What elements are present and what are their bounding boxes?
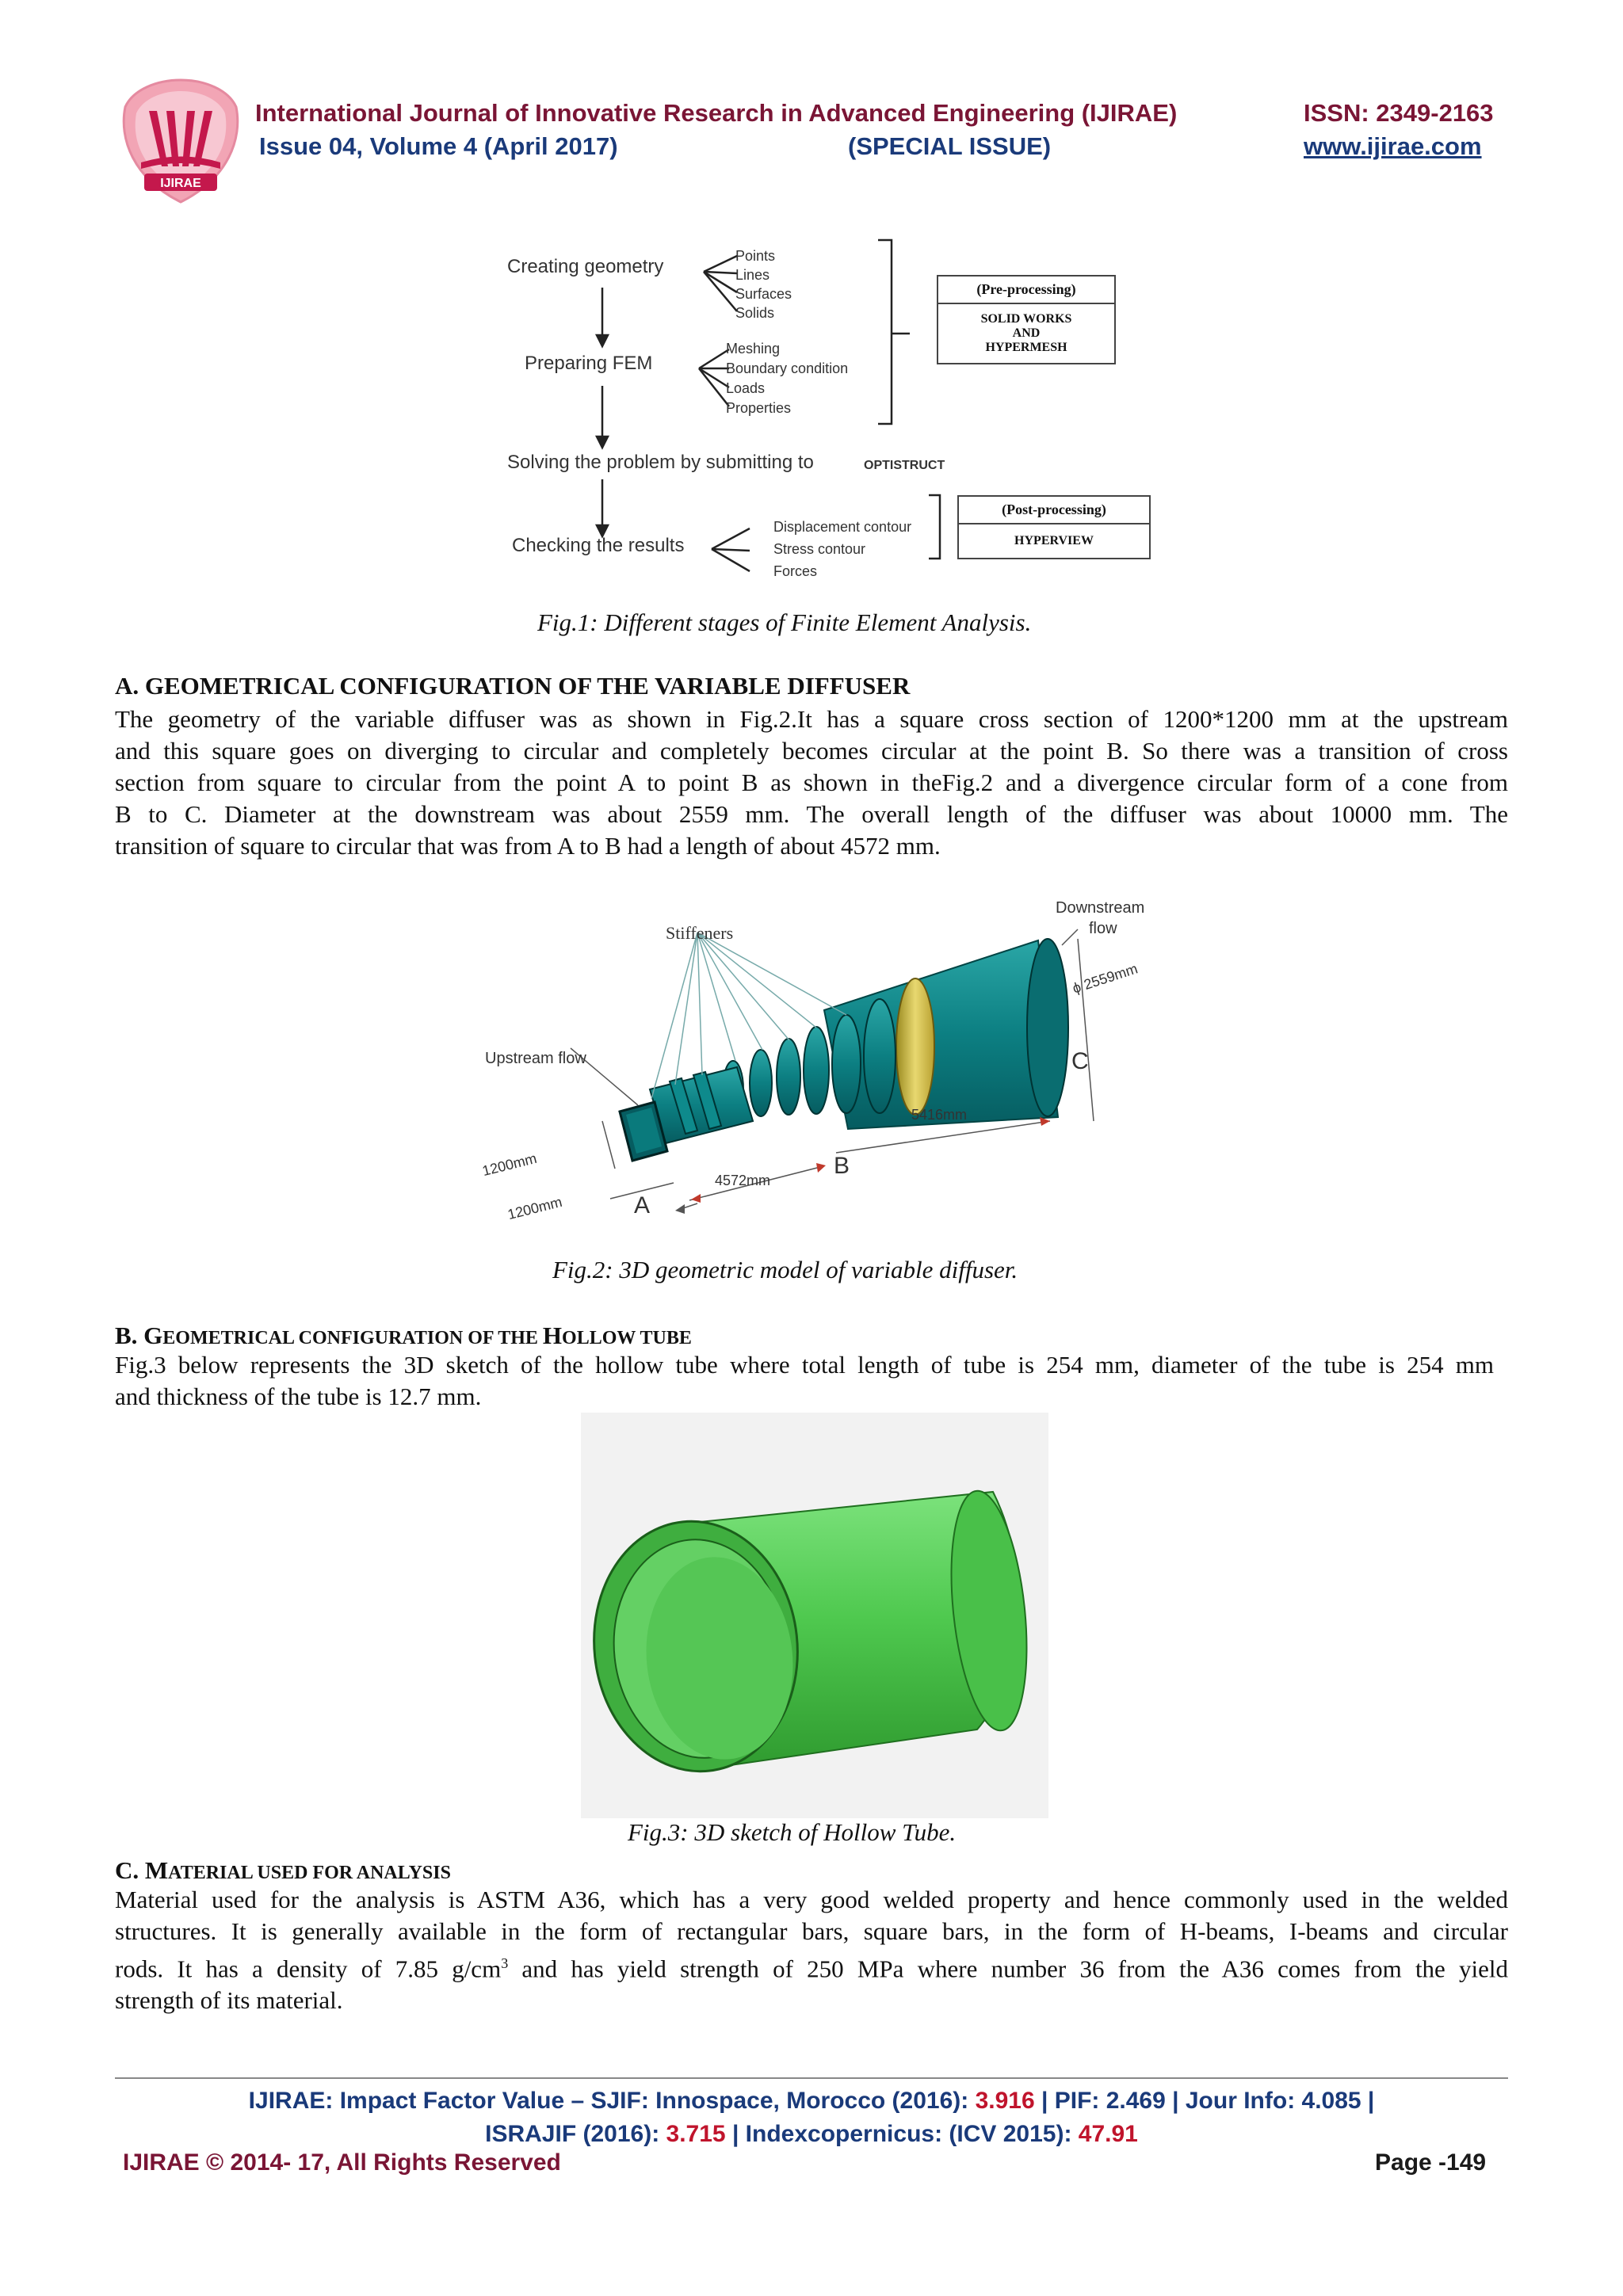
- flow-label: flow: [1089, 920, 1117, 937]
- section-b-heading-prefix: B. G: [115, 1322, 163, 1349]
- footer-pif-info: | PIF: 2.469 | Jour Info: 4.085 |: [1034, 2088, 1375, 2114]
- section-c-line: Material used for the analysis is ASTM A36, which has a very good welded property and hence commonly used in the welded: [115, 1886, 1508, 1913]
- section-a-line: section from square to circular from the point A to point B as shown in theFig.2 and a divergence circular form of a cone from: [115, 769, 1508, 796]
- logo-text: IJIRAE: [160, 177, 201, 190]
- result-item-stress: Stress contour: [773, 541, 866, 557]
- dim-5416-label: 5416mm: [911, 1107, 968, 1123]
- pre-processing-head: (Pre-processing): [938, 277, 1114, 304]
- stiffeners-label: Stiffeners: [666, 923, 734, 943]
- section-a-line: and this square goes on diverging to circular and completely becomes circular at the point B. So there was a transition of cross: [115, 737, 1508, 765]
- special-issue-label: (SPECIAL ISSUE): [848, 132, 1052, 160]
- section-c-line3-start: rods. It has a density of 7.85 g/cm: [115, 1955, 502, 1983]
- section-c-paragraph: [115, 1884, 1508, 2016]
- footer-icv-label: | Indexcopernicus: (ICV 2015):: [725, 2121, 1079, 2147]
- post-processing-body: HYPERVIEW: [1014, 534, 1094, 547]
- section-c-heading-prefix: C. M: [115, 1856, 169, 1884]
- fem-item-boundary: Boundary condition: [726, 360, 849, 376]
- step-creating-geometry: Creating geometry: [507, 256, 664, 277]
- figure-1-caption: Fig.1: Different stages of Finite Element Analysis.: [537, 608, 1032, 636]
- figure-3-hollow-tube: [581, 1413, 1048, 1818]
- footer-israjif-value: 3.715: [666, 2121, 726, 2147]
- density-superscript: 3: [501, 1955, 509, 1971]
- result-item-displacement: Displacement contour: [773, 519, 912, 535]
- optistruct-label: OPTISTRUCT: [864, 459, 945, 472]
- footer-icv-value: 47.91: [1078, 2121, 1138, 2147]
- dim-1200-width-label: 1200mm: [506, 1193, 564, 1223]
- section-a-paragraph: [115, 704, 1508, 862]
- hollow-tube-drawing: [581, 1413, 1048, 1818]
- section-c-line3-rest: and has yield strength of 250 MPa where number 36 from the A36 comes from the yield: [508, 1955, 1509, 1983]
- geometry-item-surfaces: Surfaces: [735, 286, 792, 302]
- section-c-heading-sc: ATERIAL USED FOR ANALYSIS: [168, 1863, 451, 1883]
- footer-sjif-label: IJIRAE: Impact Factor Value – SJIF: Innospace, Morocco (2016):: [248, 2088, 976, 2114]
- figure-3-caption: Fig.3: 3D sketch of Hollow Tube.: [628, 1818, 957, 1846]
- step-solving: Solving the problem by submitting to: [507, 452, 814, 473]
- point-a-label: A: [634, 1192, 651, 1219]
- fem-item-properties: Properties: [726, 400, 792, 416]
- journal-logo: [117, 75, 244, 206]
- section-a-line: transition of square to circular that was from A to B had a length of about 4572 mm.: [115, 832, 941, 860]
- result-item-forces: Forces: [773, 563, 818, 579]
- section-a-line: The geometry of the variable diffuser was as shown in Fig.2.It has a square cross section of 1200*1200 mm at the upstream: [115, 705, 1508, 733]
- footer-israjif-label: ISRAJIF (2016):: [485, 2121, 666, 2147]
- post-processing-head: (Post-processing): [959, 497, 1149, 524]
- footer-divider: [115, 2077, 1508, 2079]
- section-b-paragraph: [115, 1349, 1494, 1413]
- downstream-label: Downstream: [1056, 899, 1145, 917]
- figure-1-flowchart: [491, 218, 1157, 590]
- dim-1200-height-label: 1200mm: [480, 1150, 539, 1180]
- section-b-heading-sc2: OLLOW TUBE: [562, 1328, 692, 1348]
- point-b-label: B: [834, 1153, 850, 1179]
- section-a-line: B to C. Diameter at the downstream was about 2559 mm. The overall length of the diffuser was about 10000 mm. The: [115, 800, 1508, 828]
- dim-4572-label: 4572mm: [715, 1173, 771, 1188]
- pre-processing-box: [937, 275, 1116, 364]
- footer-sjif-value: 3.916: [975, 2088, 1035, 2114]
- footer-impact-line-1: [0, 2088, 1623, 2115]
- pre-processing-body: SOLID WORKS AND HYPERMESH: [980, 312, 1072, 354]
- geometry-item-points: Points: [735, 248, 776, 264]
- journal-title: International Journal of Innovative Research in Advanced Engineering (IJIRAE): [255, 99, 1178, 127]
- footer-impact-line-2: [0, 2121, 1623, 2148]
- section-c-line: strength of its material.: [115, 1986, 343, 2015]
- section-b-heading: [115, 1322, 692, 1350]
- figure-2-caption: Fig.2: 3D geometric model of variable diffuser.: [552, 1256, 1018, 1283]
- section-c-line-3: [115, 1947, 1508, 1985]
- section-b-line: Fig.3 below represents the 3D sketch of the hollow tube where total length of tube is 254 mm, diameter of the tube is 254 mm: [115, 1351, 1494, 1379]
- section-c-heading: [115, 1856, 451, 1885]
- issue-line: Issue 04, Volume 4 (April 2017): [259, 132, 618, 160]
- section-b-line: and thickness of the tube is 12.7 mm.: [115, 1383, 482, 1410]
- fem-item-loads: Loads: [726, 380, 766, 396]
- geometry-item-solids: Solids: [735, 305, 775, 321]
- step-preparing-fem: Preparing FEM: [525, 353, 653, 374]
- footer-copyright: IJIRAE © 2014- 17, All Rights Reserved: [123, 2149, 561, 2176]
- geometry-item-lines: Lines: [735, 267, 770, 283]
- issn: ISSN: 2349-2163: [1304, 99, 1494, 127]
- diameter-label: ϕ 2559mm: [1070, 960, 1140, 997]
- point-c-label: C: [1071, 1048, 1089, 1074]
- page-number: Page -149: [1375, 2149, 1487, 2176]
- post-processing-box: [957, 495, 1151, 559]
- section-b-heading-mid: H: [542, 1322, 563, 1349]
- upstream-flow-label: Upstream flow: [485, 1050, 586, 1067]
- website-link[interactable]: www.ijirae.com: [1304, 132, 1482, 160]
- section-a-heading: A. GEOMETRICAL CONFIGURATION OF THE VARIABLE DIFFUSER: [115, 672, 911, 700]
- section-c-line: structures. It is generally available in the form of rectangular bars, square bars, in the form of H-beams, I-beams and circular: [115, 1917, 1508, 1945]
- fem-item-meshing: Meshing: [726, 341, 781, 357]
- section-b-heading-sc1: EOMETRICAL CONFIGURATION OF THE: [162, 1328, 543, 1348]
- figure-2-diffuser-model: [468, 891, 1157, 1232]
- step-checking-results: Checking the results: [512, 535, 685, 556]
